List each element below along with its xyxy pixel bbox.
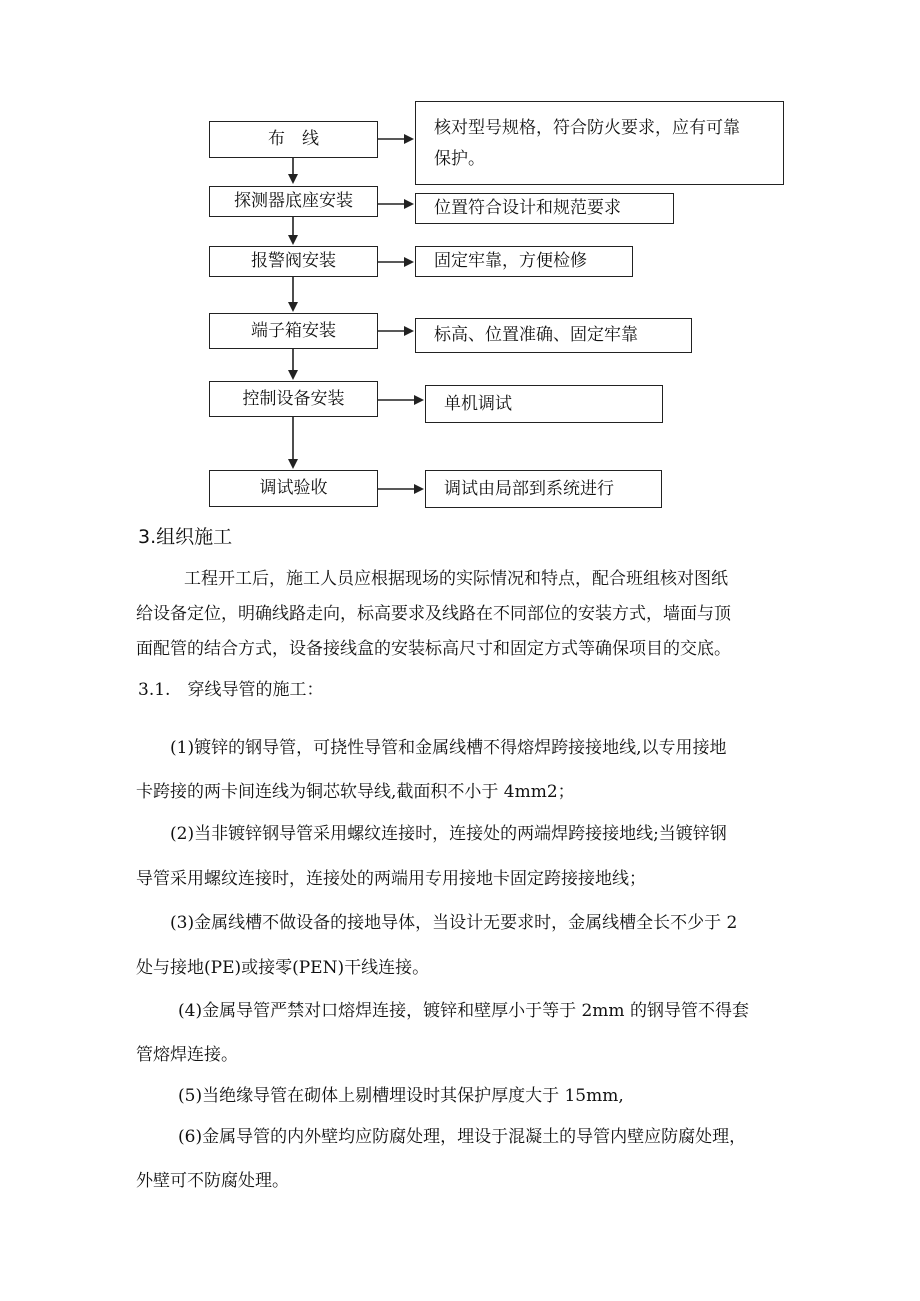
list-item-2-line-2: 导管采用螺纹连接时，连接处的两端用专用接地卡固定跨接接地线；: [136, 869, 646, 889]
list-item-2: [136, 817, 796, 897]
flow-note-commissioning: 调试由局部到系统进行: [425, 470, 662, 508]
flow-note-wiring-line-2: 保护。: [434, 149, 485, 169]
flow-note-control-equipment: 单机调试: [425, 385, 663, 423]
section-heading: 3.组织施工: [138, 526, 233, 548]
intro-line-1: 工程开工后，施工人员应根据现场的实际情况和特点，配合班组核对图纸: [184, 569, 728, 589]
list-item-6-line-1: (6)金属导管的内外壁均应防腐处理，埋设于混凝土的导管内壁应防腐处理，: [178, 1127, 747, 1147]
flow-note-wiring: [415, 101, 784, 185]
intro-line-2: 给设备定位，明确线路走向，标高要求及线路在不同部位的安装方式，墙面与顶: [136, 604, 731, 624]
flow-step-detector-base: 探测器底座安装: [209, 186, 378, 217]
list-item-3-line-1: (3)金属线槽不做设备的接地导体，当设计无要求时，金属线槽全长不少于 2: [170, 913, 738, 933]
list-item-1: [136, 731, 796, 810]
list-item-6: [136, 1120, 796, 1199]
list-item-4-line-1: (4)金属导管严禁对口熔焊连接，镀锌和壁厚小于等于 2mm 的钢导管不得套: [178, 1001, 749, 1021]
flow-step-control-equipment: 控制设备安装: [209, 381, 378, 417]
flow-note-wiring-line-1: 核对型号规格，符合防火要求，应有可靠: [434, 118, 740, 138]
list-item-5-line-1: (5)当绝缘导管在砌体上剔槽埋设时其保护厚度大于 15mm,: [178, 1086, 624, 1106]
intro-line-3: 面配管的结合方式，设备接线盒的安装标高尺寸和固定方式等确保项目的交底。: [136, 639, 731, 659]
flow-note-terminal-box: 标高、位置准确、固定牢靠: [415, 318, 692, 353]
flow-step-wiring: 布 线: [209, 121, 378, 158]
list-item-4: [136, 994, 796, 1073]
list-item-2-line-1: (2)当非镀锌钢导管采用螺纹连接时，连接处的两端焊跨接接地线;当镀锌钢: [170, 824, 727, 844]
list-item-6-line-2: 外壁可不防腐处理。: [136, 1171, 289, 1191]
subsection-heading: 3.1. 穿线导管的施工：: [138, 680, 324, 700]
list-item-1-line-1: (1)镀锌的钢导管，可挠性导管和金属线槽不得熔焊跨接接地线,以专用接地: [170, 738, 727, 758]
flow-step-commissioning: 调试验收: [209, 470, 378, 507]
list-item-4-line-2: 管熔焊连接。: [136, 1045, 238, 1065]
list-item-5: [136, 1079, 796, 1114]
list-item-3: [136, 906, 796, 986]
intro-paragraph: [136, 562, 796, 667]
flow-step-terminal-box: 端子箱安装: [209, 313, 378, 349]
list-item-3-line-2: 处与接地(PE)或接零(PEN)干线连接。: [136, 958, 430, 978]
flow-note-alarm-valve: 固定牢靠，方便检修: [415, 246, 633, 277]
flow-note-detector-base: 位置符合设计和规范要求: [415, 193, 674, 224]
list-item-1-line-2: 卡跨接的两卡间连线为铜芯软导线,截面积不小于 4mm2；: [136, 782, 575, 802]
flow-step-alarm-valve: 报警阀安装: [209, 246, 378, 277]
